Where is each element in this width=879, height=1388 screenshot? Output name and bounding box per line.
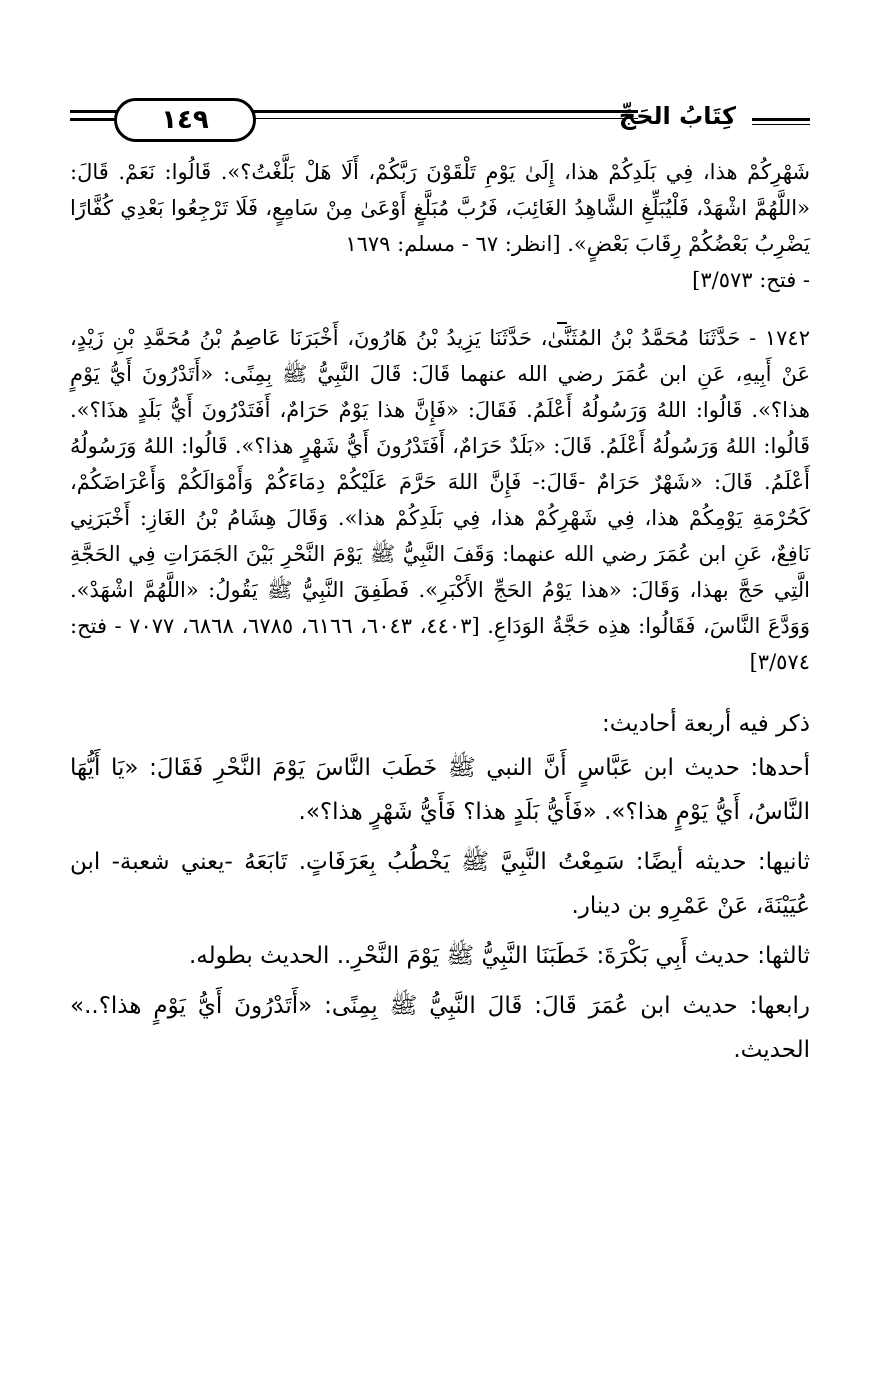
- hadith-1742: ١٧٤٢ - حَدَّثَنَا مُحَمَّدُ بْنُ المُثَنَّىٰ، حَدَّثَنَا يَزِيدُ بْنُ هَارُونَ، أَخْبَرَنَا عَاصِمُ بْنُ مُحَمَّدِ بْنِ زَيْدٍ، عَنْ أَبِيهِ، عَنِ ابن عُمَرَ رضي الله عنهما قَالَ: قَالَ النَّبِيُّ ﷺ بِمِنًى: «أَتَدْرُونَ أَيُّ يَوْمٍ هذا؟». قَالُوا: اللهُ وَرَسُولُهُ أَعْلَمُ. فَقَالَ: «فَإِنَّ هذا يَوْمٌ حَرَامٌ، أَفَتَدْرُونَ أَيُّ بَلَدٍ هذَا؟». قَالُوا: اللهُ وَرَسُولُهُ أَعْلَمُ. قَالَ: «بَلَدٌ حَرَامٌ، أَفَتَدْرُونَ أَيُّ شَهْرٍ هذا؟». قَالُوا: اللهُ وَرَسُولُهُ أَعْلَمُ. قَالَ: «شَهْرٌ حَرَامٌ -قَالَ:- فَإِنَّ اللهَ حَرَّمَ عَلَيْكُمْ دِمَاءَكُمْ وَأَمْوَالَكُمْ وَأَعْرَاضَكُمْ، كَحُرْمَةِ يَوْمِكُمْ هذا، فِي شَهْرِكُمْ هذا، فِي بَلَدِكُمْ هذا». وَقَالَ هِشَامُ بْنُ الغَازِ: أَخْبَرَنِي نَافِعٌ، عَنِ ابن عُمَرَ رضي الله عنهما: وَقَفَ النَّبِيُّ ﷺ يَوْمَ النَّحْرِ بَيْنَ الجَمَرَاتِ فِي الحَجَّةِ الَّتِي حَجَّ بهذا، وَقَالَ: «هذا يَوْمُ الحَجِّ الأَكْبَرِ». فَطَفِقَ النَّبِيُّ ﷺ يَقُولُ: «اللَّهُمَّ اشْهَدْ». وَوَدَّعَ النَّاسَ، فَقَالُوا: هذِه حَجَّةُ الوَدَاعِ. [٤٤٠٣، ٦٠٤٣، ٦١٦٦، ٦٧٨٥، ٦٨٦٨، ٧٠٧٧ - فتح: ٣/٥٧٤]: [70, 326, 811, 674]
- hadith-continuation-ref: - فتح: ٣/٥٧٣]: [692, 268, 810, 292]
- page-body: [70, 154, 810, 1072]
- header-rule-right-top: [752, 118, 810, 121]
- commentary-item-3: ثالثها: حديث أَبِي بَكْرَةَ: خَطَبَنَا النَّبِيُّ ﷺ يَوْمَ النَّحْرِ.. الحديث بطوله.: [189, 943, 810, 969]
- header-rule-left-bottom: [70, 118, 120, 121]
- commentary-item-1: أحدها: حديث ابن عَبَّاسٍ أَنَّ النبي ﷺ خَطَبَ النَّاسَ يَوْمَ النَّحْرِ فَقَالَ: «يَا أَيُّهَا النَّاسُ، أَيُّ يَوْمٍ هذا؟». «فَأَيُّ بَلَدٍ هذا؟ فَأَيُّ شَهْرٍ هذا؟».: [70, 755, 810, 825]
- running-title: كِتَابُ الحَجِّ: [618, 102, 736, 130]
- commentary-item-4: رابعها: حديث ابن عُمَرَ قَالَ: قَالَ النَّبِيُّ ﷺ بِمِنًى: «أَتَدْرُونَ أَيُّ يَوْمٍ هذا؟..» الحديث.: [70, 993, 810, 1063]
- page-header: [70, 96, 810, 140]
- commentary-item-2: ثانيها: حديثه أيضًا: سَمِعْتُ النَّبِيَّ ﷺ يَخْطُبُ بِعَرَفَاتٍ. تَابَعَهُ -يعني شعبة- ابن عُيَيْنَةَ، عَنْ عَمْرِو بن دينار.: [70, 849, 810, 919]
- page-number: ١٤٩: [114, 98, 256, 142]
- header-rule-middle-top: [248, 110, 638, 113]
- commentary-heading: ذكر فيه أربعة أحاديث:: [602, 711, 810, 737]
- header-rule-middle-bottom: [248, 118, 638, 119]
- hadith-continuation: شَهْرِكُمْ هذا، فِي بَلَدِكُمْ هذا، إِلَىٰ يَوْمِ تَلْقَوْنَ رَبَّكُمْ، أَلَا هَلْ بَلَّغْتُ؟». قَالُوا: نَعَمْ. قَالَ: «اللَّهُمَّ اشْهَدْ، فَلْيُبَلِّغِ الشَّاهِدُ الغَائِبَ، فَرُبَّ مُبَلَّغٍ أَوْعَىٰ مِنْ سَامِعٍ، فَلَا تَرْجِعُوا بَعْدِي كُفَّارًا يَضْرِبُ بَعْضُكُمْ رِقَابَ بَعْضٍ». [انظر: ٦٧ - مسلم: ١٦٧٩: [70, 160, 810, 256]
- header-rule-right-bottom: [752, 124, 810, 125]
- header-rule-left-top: [70, 110, 120, 113]
